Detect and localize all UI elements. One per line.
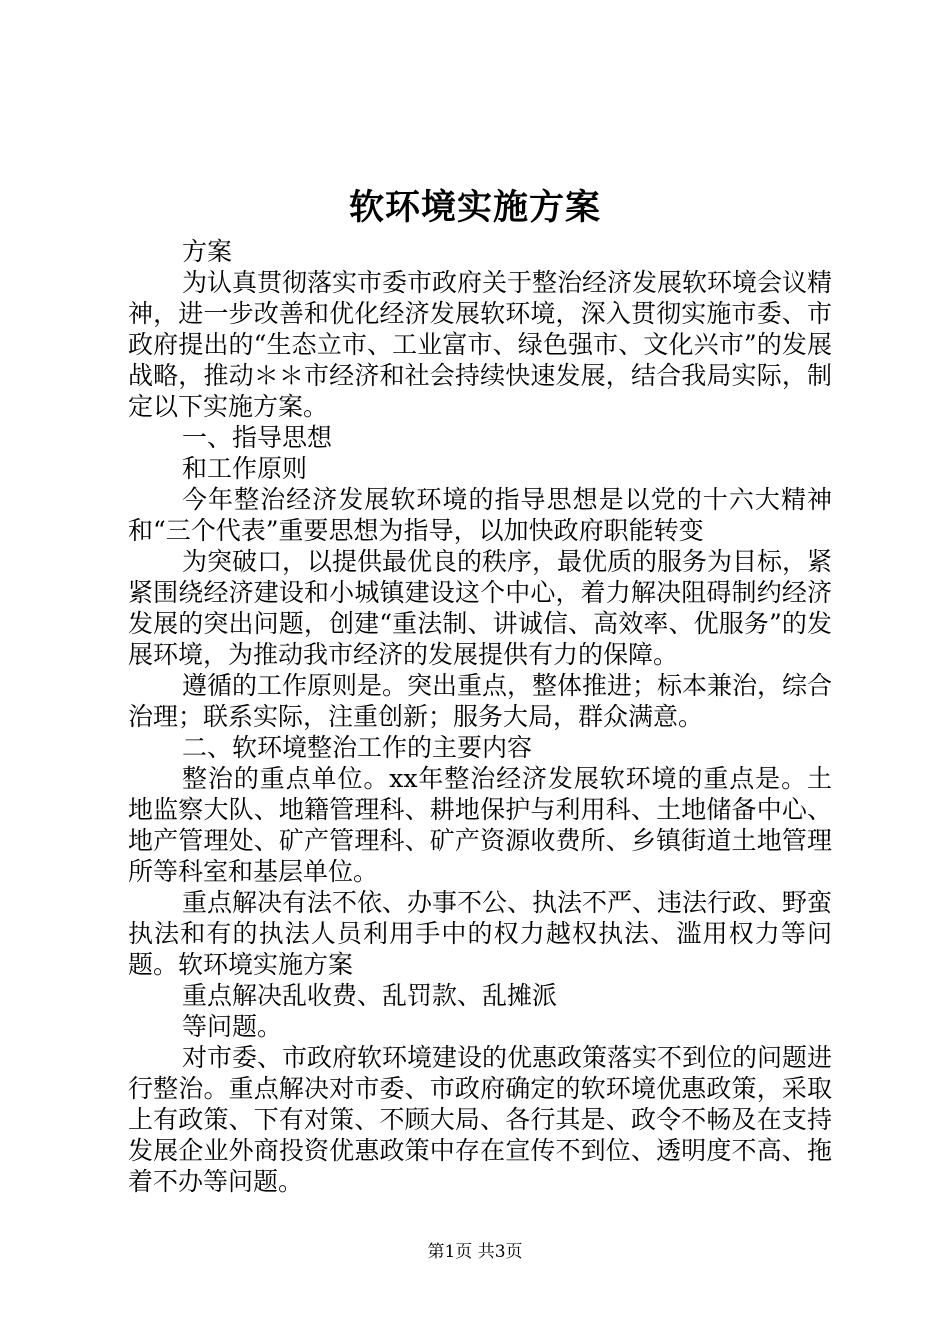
paragraph: 遵循的工作原则是。突出重点，整体推进；标本兼治，综合治理；联系实际，注重创新；服务大局，群众满意。 (128, 671, 833, 731)
document-title: 软环境实施方案 (348, 187, 601, 228)
paragraph: 等问题。 (182, 1012, 283, 1041)
paragraph: 和工作原则 (182, 454, 308, 483)
paragraph: 今年整治经济发展软环境的指导思想是以党的十六大精神和“三个代表”重要思想为指导，以加快政府职能转变 (128, 485, 832, 545)
paragraph: 对市委、市政府软环境建设的优惠政策落实不到位的问题进行整治。重点解决对市委、市政府确定的软环境优惠政策，采取上有政策、下有对策、不顾大局、各行其是、政令不畅及在支持发展企业外商投资优惠政策中存在宣传不到位、透明度不高、拖着不办等问题。 (128, 1043, 833, 1196)
page-indicator: 第1页 共3页 (427, 1242, 523, 1262)
document-body (128, 236, 832, 1197)
paragraph: 重点解决乱收费、乱罚款、乱摊派 (182, 981, 558, 1010)
section-heading: 二、软环境整治工作的主要内容 (182, 733, 533, 762)
paragraph: 为突破口，以提供最优良的秩序，最优质的服务为目标，紧紧围绕经济建设和小城镇建设这个中心，着力解决阻碍制约经济发展的突出问题，创建“重法制、讲诚信、高效率、优服务”的发展环境，为推动我市经济的发展提供有力的保障。 (128, 547, 833, 669)
paragraph: 为认真贯彻落实市委市政府关于整治经济发展软环境会议精神，进一步改善和优化经济发展软环境，深入贯彻实施市委、市政府提出的“生态立市、工业富市、绿色强市、文化兴市”的发展战略，推动＊＊市经济和社会持续快速发展，结合我局实际，制定以下实施方案。 (128, 268, 833, 421)
section-heading: 一、指导思想 (182, 423, 333, 452)
paragraph: 整治的重点单位。xx年整治经济发展软环境的重点是。土地监察大队、地籍管理科、耕地保护与利用科、土地储备中心、地产管理处、矿产管理科、矿产资源收费所、乡镇街道土地管理所等科室和基层单位。 (128, 764, 832, 886)
paragraph: 方案 (182, 237, 233, 266)
paragraph: 重点解决有法不依、办事不公、执法不严、违法行政、野蛮执法和有的执法人员利用手中的权力越权执法、滥用权力等问题。软环境实施方案 (128, 888, 833, 979)
